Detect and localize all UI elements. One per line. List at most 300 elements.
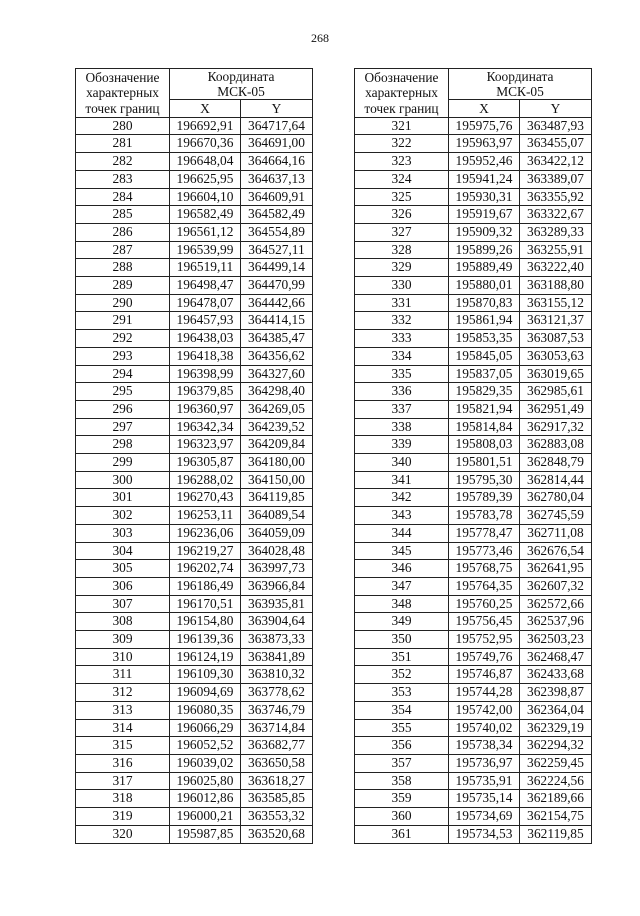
point-number-cell: 359 <box>355 790 449 808</box>
point-number-cell: 298 <box>76 436 170 454</box>
y-coordinate-cell: 362572,66 <box>520 595 592 613</box>
point-number-cell: 338 <box>355 418 449 436</box>
point-number-cell: 315 <box>76 737 170 755</box>
x-coordinate-cell: 196539,99 <box>170 241 241 259</box>
x-coordinate-cell: 195909,32 <box>449 223 520 241</box>
point-number-cell: 291 <box>76 312 170 330</box>
point-header-line-3: точек границ <box>364 100 439 116</box>
table-row <box>355 507 592 525</box>
point-number-cell: 304 <box>76 542 170 560</box>
y-coordinate-cell: 362537,96 <box>520 613 592 631</box>
y-coordinate-cell: 363714,84 <box>241 719 313 737</box>
table-row <box>76 790 313 808</box>
y-coordinate-cell: 363520,68 <box>241 825 313 843</box>
x-coordinate-cell: 196170,51 <box>170 595 241 613</box>
y-coordinate-cell: 363389,07 <box>520 170 592 188</box>
y-coordinate-cell: 364637,13 <box>241 170 313 188</box>
x-coordinate-cell: 196139,36 <box>170 631 241 649</box>
y-column-header: Y <box>520 100 592 118</box>
point-number-cell: 288 <box>76 259 170 277</box>
x-coordinate-cell: 195919,67 <box>449 206 520 224</box>
point-number-cell: 302 <box>76 507 170 525</box>
y-coordinate-cell: 363997,73 <box>241 560 313 578</box>
x-coordinate-cell: 195773,46 <box>449 542 520 560</box>
x-coordinate-cell: 196360,97 <box>170 400 241 418</box>
x-coordinate-cell: 195899,26 <box>449 241 520 259</box>
table-row <box>76 560 313 578</box>
y-coordinate-cell: 363935,81 <box>241 595 313 613</box>
x-coordinate-cell: 195801,51 <box>449 454 520 472</box>
y-coordinate-cell: 363188,80 <box>520 277 592 295</box>
table-row <box>76 241 313 259</box>
x-coordinate-cell: 195845,05 <box>449 347 520 365</box>
y-coordinate-cell: 363966,84 <box>241 577 313 595</box>
y-coordinate-cell: 364717,64 <box>241 117 313 135</box>
y-coordinate-cell: 362398,87 <box>520 684 592 702</box>
table-row <box>355 312 592 330</box>
x-coordinate-cell: 195744,28 <box>449 684 520 702</box>
table-row <box>355 701 592 719</box>
x-coordinate-cell: 195760,25 <box>449 595 520 613</box>
point-number-cell: 283 <box>76 170 170 188</box>
x-coordinate-cell: 195756,45 <box>449 613 520 631</box>
table-row <box>76 542 313 560</box>
point-number-cell: 317 <box>76 772 170 790</box>
y-coordinate-cell: 363019,65 <box>520 365 592 383</box>
point-number-cell: 347 <box>355 577 449 595</box>
y-coordinate-cell: 362780,04 <box>520 489 592 507</box>
x-coordinate-cell: 195975,76 <box>449 117 520 135</box>
point-number-cell: 301 <box>76 489 170 507</box>
x-coordinate-cell: 195749,76 <box>449 648 520 666</box>
y-coordinate-cell: 362468,47 <box>520 648 592 666</box>
x-coordinate-cell: 195778,47 <box>449 524 520 542</box>
x-coordinate-cell: 195808,03 <box>449 436 520 454</box>
table-row <box>76 312 313 330</box>
table-row <box>355 153 592 171</box>
point-number-cell: 331 <box>355 294 449 312</box>
y-coordinate-cell: 362224,56 <box>520 772 592 790</box>
y-coordinate-cell: 364582,49 <box>241 206 313 224</box>
point-number-cell: 285 <box>76 206 170 224</box>
point-number-cell: 311 <box>76 666 170 684</box>
point-number-cell: 307 <box>76 595 170 613</box>
point-header-line-1: Обозначение <box>85 69 160 85</box>
x-coordinate-cell: 196202,74 <box>170 560 241 578</box>
table-row <box>76 436 313 454</box>
table-row <box>355 631 592 649</box>
point-number-cell: 286 <box>76 223 170 241</box>
point-header-line-2: характерных <box>365 85 438 101</box>
table-row <box>76 294 313 312</box>
point-number-cell: 297 <box>76 418 170 436</box>
point-column-header <box>355 69 449 118</box>
y-coordinate-cell: 363585,85 <box>241 790 313 808</box>
y-coordinate-cell: 364269,05 <box>241 400 313 418</box>
y-coordinate-cell: 364414,15 <box>241 312 313 330</box>
y-coordinate-cell: 362951,49 <box>520 400 592 418</box>
x-coordinate-cell: 196648,04 <box>170 153 241 171</box>
x-coordinate-cell: 196561,12 <box>170 223 241 241</box>
table-row <box>355 223 592 241</box>
point-number-cell: 324 <box>355 170 449 188</box>
x-coordinate-cell: 195764,35 <box>449 577 520 595</box>
y-coordinate-cell: 363810,32 <box>241 666 313 684</box>
table-row <box>355 471 592 489</box>
table-row <box>76 188 313 206</box>
coordinate-group-header <box>170 69 313 100</box>
point-number-cell: 312 <box>76 684 170 702</box>
point-number-cell: 336 <box>355 383 449 401</box>
point-number-cell: 282 <box>76 153 170 171</box>
y-coordinate-cell: 362676,54 <box>520 542 592 560</box>
point-number-cell: 323 <box>355 153 449 171</box>
x-coordinate-cell: 195768,75 <box>449 560 520 578</box>
point-number-cell: 300 <box>76 471 170 489</box>
y-coordinate-cell: 364609,91 <box>241 188 313 206</box>
point-number-cell: 361 <box>355 825 449 843</box>
y-coordinate-cell: 363422,12 <box>520 153 592 171</box>
table-row <box>355 294 592 312</box>
y-coordinate-cell: 362433,68 <box>520 666 592 684</box>
y-coordinate-cell: 364470,99 <box>241 277 313 295</box>
coordinates-table-left <box>75 68 313 844</box>
table-row <box>76 365 313 383</box>
table-row <box>76 507 313 525</box>
point-number-cell: 335 <box>355 365 449 383</box>
table-row <box>76 701 313 719</box>
page-number: 268 <box>311 31 329 45</box>
table-row <box>76 524 313 542</box>
table-row <box>355 117 592 135</box>
y-coordinate-cell: 363618,27 <box>241 772 313 790</box>
point-header-line-1: Обозначение <box>364 69 439 85</box>
x-coordinate-cell: 196438,03 <box>170 330 241 348</box>
x-coordinate-cell: 195740,02 <box>449 719 520 737</box>
y-coordinate-cell: 364442,66 <box>241 294 313 312</box>
x-coordinate-cell: 196457,93 <box>170 312 241 330</box>
x-coordinate-cell: 196692,91 <box>170 117 241 135</box>
x-coordinate-cell: 195880,01 <box>449 277 520 295</box>
x-coordinate-cell: 196670,36 <box>170 135 241 153</box>
point-number-cell: 320 <box>76 825 170 843</box>
table-row <box>355 436 592 454</box>
x-coordinate-cell: 195734,53 <box>449 825 520 843</box>
x-coordinate-cell: 195941,24 <box>449 170 520 188</box>
x-coordinate-cell: 196270,43 <box>170 489 241 507</box>
x-coordinate-cell: 195752,95 <box>449 631 520 649</box>
coordinates-table-right <box>354 68 592 844</box>
point-number-cell: 355 <box>355 719 449 737</box>
point-number-cell: 306 <box>76 577 170 595</box>
x-coordinate-cell: 196000,21 <box>170 808 241 826</box>
y-coordinate-cell: 362154,75 <box>520 808 592 826</box>
x-column-header: X <box>170 100 241 118</box>
table-row <box>355 400 592 418</box>
y-coordinate-cell: 362711,08 <box>520 524 592 542</box>
y-coordinate-cell: 362364,04 <box>520 701 592 719</box>
x-coordinate-cell: 196379,85 <box>170 383 241 401</box>
point-number-cell: 296 <box>76 400 170 418</box>
point-number-cell: 314 <box>76 719 170 737</box>
x-coordinate-cell: 196039,02 <box>170 755 241 773</box>
table-row <box>76 684 313 702</box>
point-number-cell: 354 <box>355 701 449 719</box>
table-row <box>355 595 592 613</box>
y-coordinate-cell: 363289,33 <box>520 223 592 241</box>
point-number-cell: 352 <box>355 666 449 684</box>
x-coordinate-cell: 196253,11 <box>170 507 241 525</box>
table-row <box>355 365 592 383</box>
point-number-cell: 325 <box>355 188 449 206</box>
point-number-cell: 337 <box>355 400 449 418</box>
point-number-cell: 290 <box>76 294 170 312</box>
table-row <box>355 666 592 684</box>
table-row <box>355 454 592 472</box>
x-coordinate-cell: 195987,85 <box>170 825 241 843</box>
point-number-cell: 326 <box>355 206 449 224</box>
table-row <box>355 719 592 737</box>
point-number-cell: 360 <box>355 808 449 826</box>
x-coordinate-cell: 196519,11 <box>170 259 241 277</box>
y-coordinate-cell: 364554,89 <box>241 223 313 241</box>
y-coordinate-cell: 364150,00 <box>241 471 313 489</box>
x-coordinate-cell: 195821,94 <box>449 400 520 418</box>
x-coordinate-cell: 196219,27 <box>170 542 241 560</box>
point-number-cell: 342 <box>355 489 449 507</box>
y-coordinate-cell: 364059,09 <box>241 524 313 542</box>
x-coordinate-cell: 196025,80 <box>170 772 241 790</box>
coordinate-header-line-2: МСК-05 <box>496 84 544 99</box>
y-coordinate-cell: 362745,59 <box>520 507 592 525</box>
x-coordinate-cell: 195889,49 <box>449 259 520 277</box>
table-row <box>76 206 313 224</box>
point-number-cell: 346 <box>355 560 449 578</box>
x-coordinate-cell: 196604,10 <box>170 188 241 206</box>
table-row <box>76 471 313 489</box>
table-row <box>76 170 313 188</box>
table-row <box>355 383 592 401</box>
x-coordinate-cell: 196052,52 <box>170 737 241 755</box>
table-row <box>355 613 592 631</box>
y-coordinate-cell: 363746,79 <box>241 701 313 719</box>
y-coordinate-cell: 364691,00 <box>241 135 313 153</box>
y-coordinate-cell: 363650,58 <box>241 755 313 773</box>
y-coordinate-cell: 363778,62 <box>241 684 313 702</box>
y-coordinate-cell: 363222,40 <box>520 259 592 277</box>
point-number-cell: 316 <box>76 755 170 773</box>
table-row <box>76 772 313 790</box>
y-coordinate-cell: 364664,16 <box>241 153 313 171</box>
point-header-line-3: точек границ <box>85 100 160 116</box>
table-row <box>76 666 313 684</box>
table-row <box>355 241 592 259</box>
x-coordinate-cell: 195742,00 <box>449 701 520 719</box>
table-row <box>355 330 592 348</box>
table-row <box>355 347 592 365</box>
y-coordinate-cell: 364028,48 <box>241 542 313 560</box>
table-row <box>355 755 592 773</box>
table-row <box>355 825 592 843</box>
coordinate-header-line-2: МСК-05 <box>217 84 265 99</box>
point-number-cell: 344 <box>355 524 449 542</box>
y-coordinate-cell: 363087,53 <box>520 330 592 348</box>
table-row <box>76 347 313 365</box>
y-coordinate-cell: 363322,67 <box>520 206 592 224</box>
point-number-cell: 308 <box>76 613 170 631</box>
y-coordinate-cell: 363873,33 <box>241 631 313 649</box>
y-coordinate-cell: 363553,32 <box>241 808 313 826</box>
point-number-cell: 329 <box>355 259 449 277</box>
y-coordinate-cell: 363841,89 <box>241 648 313 666</box>
y-coordinate-cell: 362985,61 <box>520 383 592 401</box>
y-coordinate-cell: 363904,64 <box>241 613 313 631</box>
table-row <box>355 684 592 702</box>
table-row <box>76 117 313 135</box>
table-row <box>76 259 313 277</box>
y-coordinate-cell: 363053,63 <box>520 347 592 365</box>
x-column-header: X <box>449 100 520 118</box>
table-row <box>76 489 313 507</box>
table-row <box>76 135 313 153</box>
x-coordinate-cell: 196109,30 <box>170 666 241 684</box>
x-coordinate-cell: 195870,83 <box>449 294 520 312</box>
table-row <box>355 524 592 542</box>
point-number-cell: 293 <box>76 347 170 365</box>
point-number-cell: 299 <box>76 454 170 472</box>
point-number-cell: 351 <box>355 648 449 666</box>
point-number-cell: 322 <box>355 135 449 153</box>
point-number-cell: 334 <box>355 347 449 365</box>
coordinate-group-header <box>449 69 592 100</box>
x-coordinate-cell: 195829,35 <box>449 383 520 401</box>
y-coordinate-cell: 363121,37 <box>520 312 592 330</box>
table-row <box>76 330 313 348</box>
y-coordinate-cell: 364356,62 <box>241 347 313 365</box>
table-row <box>355 277 592 295</box>
table-row <box>355 560 592 578</box>
table-row <box>76 613 313 631</box>
point-number-cell: 303 <box>76 524 170 542</box>
table-row <box>76 383 313 401</box>
point-number-cell: 292 <box>76 330 170 348</box>
coordinate-header-line-1: Координата <box>207 69 275 84</box>
x-coordinate-cell: 195735,14 <box>449 790 520 808</box>
y-coordinate-cell: 364209,84 <box>241 436 313 454</box>
point-number-cell: 333 <box>355 330 449 348</box>
x-coordinate-cell: 196418,38 <box>170 347 241 365</box>
x-coordinate-cell: 196478,07 <box>170 294 241 312</box>
x-coordinate-cell: 196342,34 <box>170 418 241 436</box>
point-number-cell: 340 <box>355 454 449 472</box>
point-number-cell: 343 <box>355 507 449 525</box>
point-number-cell: 357 <box>355 755 449 773</box>
point-number-cell: 284 <box>76 188 170 206</box>
point-number-cell: 345 <box>355 542 449 560</box>
table-row <box>76 719 313 737</box>
x-coordinate-cell: 196398,99 <box>170 365 241 383</box>
table-row <box>76 808 313 826</box>
y-column-header: Y <box>241 100 313 118</box>
point-number-cell: 349 <box>355 613 449 631</box>
x-coordinate-cell: 196186,49 <box>170 577 241 595</box>
table-row <box>76 223 313 241</box>
x-coordinate-cell: 195783,78 <box>449 507 520 525</box>
table-row <box>355 772 592 790</box>
x-coordinate-cell: 196498,47 <box>170 277 241 295</box>
y-coordinate-cell: 362189,66 <box>520 790 592 808</box>
y-coordinate-cell: 364327,60 <box>241 365 313 383</box>
point-number-cell: 341 <box>355 471 449 489</box>
table-row <box>355 542 592 560</box>
x-coordinate-cell: 195734,69 <box>449 808 520 826</box>
point-number-cell: 327 <box>355 223 449 241</box>
y-coordinate-cell: 362883,08 <box>520 436 592 454</box>
y-coordinate-cell: 362848,79 <box>520 454 592 472</box>
x-coordinate-cell: 196288,02 <box>170 471 241 489</box>
y-coordinate-cell: 364499,14 <box>241 259 313 277</box>
table-row <box>355 259 592 277</box>
y-coordinate-cell: 362259,45 <box>520 755 592 773</box>
y-coordinate-cell: 364385,47 <box>241 330 313 348</box>
table-row <box>355 418 592 436</box>
y-coordinate-cell: 364239,52 <box>241 418 313 436</box>
table-row <box>76 631 313 649</box>
table-row <box>355 206 592 224</box>
y-coordinate-cell: 363255,91 <box>520 241 592 259</box>
table-row <box>355 135 592 153</box>
y-coordinate-cell: 362294,32 <box>520 737 592 755</box>
table-row <box>76 277 313 295</box>
x-coordinate-cell: 196066,29 <box>170 719 241 737</box>
y-coordinate-cell: 363455,07 <box>520 135 592 153</box>
x-coordinate-cell: 195837,05 <box>449 365 520 383</box>
point-number-cell: 332 <box>355 312 449 330</box>
x-coordinate-cell: 196582,49 <box>170 206 241 224</box>
table-row <box>76 577 313 595</box>
y-coordinate-cell: 362503,23 <box>520 631 592 649</box>
x-coordinate-cell: 196323,97 <box>170 436 241 454</box>
x-coordinate-cell: 195736,97 <box>449 755 520 773</box>
y-coordinate-cell: 363487,93 <box>520 117 592 135</box>
x-coordinate-cell: 196080,35 <box>170 701 241 719</box>
point-number-cell: 328 <box>355 241 449 259</box>
coordinate-header-line-1: Координата <box>486 69 554 84</box>
table-row <box>355 170 592 188</box>
point-number-cell: 330 <box>355 277 449 295</box>
y-coordinate-cell: 364089,54 <box>241 507 313 525</box>
table-row <box>355 188 592 206</box>
table-row <box>76 737 313 755</box>
table-row <box>76 595 313 613</box>
point-number-cell: 295 <box>76 383 170 401</box>
table-row <box>355 808 592 826</box>
point-number-cell: 313 <box>76 701 170 719</box>
x-coordinate-cell: 196124,19 <box>170 648 241 666</box>
point-number-cell: 339 <box>355 436 449 454</box>
x-coordinate-cell: 195795,30 <box>449 471 520 489</box>
x-coordinate-cell: 196094,69 <box>170 684 241 702</box>
table-row <box>355 577 592 595</box>
point-number-cell: 319 <box>76 808 170 826</box>
table-row <box>76 400 313 418</box>
x-coordinate-cell: 195952,46 <box>449 153 520 171</box>
y-coordinate-cell: 362329,19 <box>520 719 592 737</box>
x-coordinate-cell: 196625,95 <box>170 170 241 188</box>
y-coordinate-cell: 363355,92 <box>520 188 592 206</box>
table-row <box>76 825 313 843</box>
y-coordinate-cell: 363682,77 <box>241 737 313 755</box>
